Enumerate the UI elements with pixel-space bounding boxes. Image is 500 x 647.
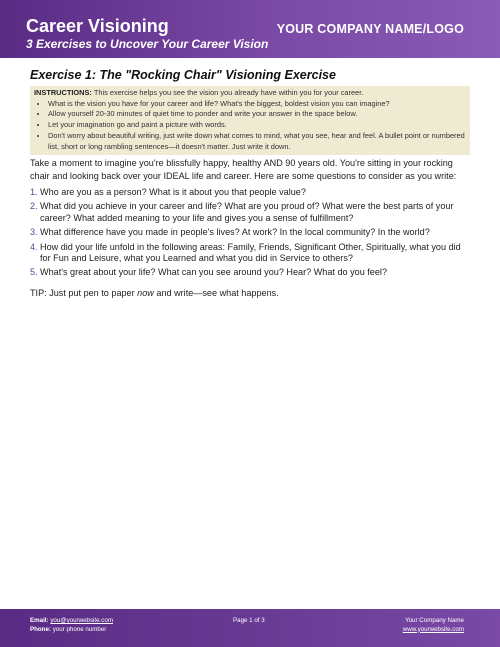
instruction-item: • What is the vision you have for your career and life? What's the biggest, boldest vision you can imagine? <box>48 99 466 110</box>
email-link[interactable]: you@yourwebsite.com <box>50 617 113 624</box>
page-footer <box>0 609 500 647</box>
question-text: What difference have you made in people's lives? At work? In the local community? In the world? <box>40 227 430 238</box>
question-number: 5. <box>30 267 38 278</box>
question-item <box>30 201 470 224</box>
exercise-title: Exercise 1: The "Rocking Chair" Visioning Exercise <box>30 68 336 82</box>
question-item <box>30 242 470 265</box>
question-item <box>30 227 470 238</box>
instruction-item: • Don't worry about beautiful writing, just write down what comes to mind, what you see, hear and feel. A bullet point or numbered list, short or long rambling sentences—it doesn't matter. Just write it down. <box>48 131 466 152</box>
question-number: 4. <box>30 241 38 252</box>
instructions-label: INSTRUCTIONS: <box>34 88 92 97</box>
question-text: What did you achieve in your career and life? What are you proud of? What were the best parts of your career? What added meaning to your life and gives you a sense of fulfillment? <box>40 201 454 223</box>
question-text: What's great about your life? What can you see around you? Hear? What do you feel? <box>40 267 387 278</box>
company-name: Your Company Name <box>405 617 464 624</box>
question-text: Who are you as a person? What is it about you that people value? <box>40 187 306 197</box>
question-number: 3. <box>30 227 38 238</box>
tip-before: TIP: Just put pen to paper <box>30 288 138 298</box>
page-header <box>0 0 500 58</box>
website-link[interactable]: www.yourwebsite.com <box>402 625 464 633</box>
instruction-item: • Let your imagination go and paint a picture with words. <box>48 120 466 131</box>
questions-list <box>30 187 470 282</box>
tip-emphasis: now <box>137 288 154 298</box>
question-number: 2. <box>30 201 38 212</box>
question-text: How did your life unfold in the following areas: Family, Friends, Significant Other, Spiritually, what you did for Fun and Leisure, what you Learned and what you did in Service to others? <box>40 241 461 264</box>
footer-contact <box>30 617 113 634</box>
document-subtitle: 3 Exercises to Uncover Your Career Vision <box>26 37 269 51</box>
instructions-list <box>34 99 466 153</box>
instruction-item: • Allow yourself 20-30 minutes of quiet time to ponder and write your answer in the space below. <box>48 109 466 120</box>
page-number: Page 1 of 3 <box>233 617 265 624</box>
question-item <box>30 267 470 278</box>
question-item <box>30 187 470 198</box>
phone-label: Phone: <box>30 625 51 633</box>
instructions-box <box>30 86 470 155</box>
tip-after: and write—see what happens. <box>153 288 279 298</box>
intro-paragraph: Take a moment to imagine you're blissfully happy, healthy AND 90 years old. You're sitting in your rocking chair and looking back over your IDEAL life and career. Here are some questions to consider as you write: <box>30 158 457 181</box>
document-title: Career Visioning <box>26 16 169 36</box>
email-label: Email: <box>30 617 49 624</box>
question-number: 1. <box>30 187 38 197</box>
footer-company <box>403 617 464 634</box>
company-logo: YOUR COMPANY NAME/LOGO <box>276 22 464 36</box>
instructions-text: This exercise helps you see the vision you already have within you for your career. <box>91 88 364 97</box>
phone-value: your phone number <box>52 625 107 633</box>
instructions-lead <box>34 88 466 99</box>
tip-text <box>30 288 279 298</box>
